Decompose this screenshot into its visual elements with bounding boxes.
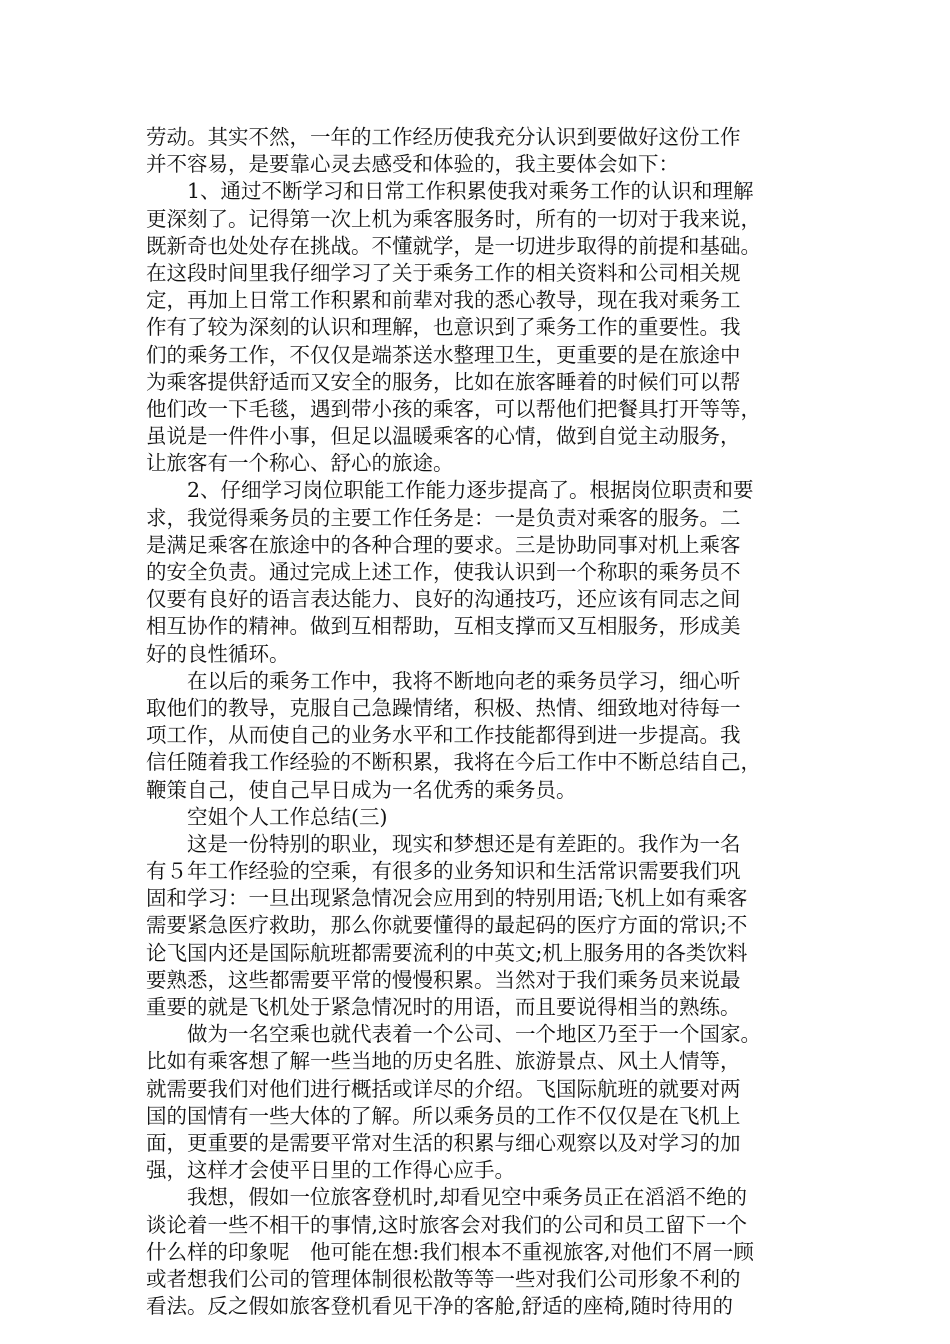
text-line: 2、仔细学习岗位职能工作能力逐步提高了。根据岗位职责和要 (187, 478, 754, 503)
text-line: 国的国情有一些大体的了解。所以乘务员的工作不仅仅是在飞机上 (146, 1103, 741, 1128)
text-line: 为乘客提供舒适而又安全的服务，比如在旅客睡着的时候们可以帮 (146, 369, 741, 394)
text-line: 论飞国内还是国际航班都需要流利的中英文;机上服务用的各类饮料 (146, 940, 748, 965)
text-line: 仅要有良好的语言表达能力、良好的沟通技巧，还应该有同志之间 (146, 587, 741, 612)
text-line: 比如有乘客想了解一些当地的历史名胜、旅游景点、风土人情等， (146, 1049, 741, 1074)
text-line: 这是一份特别的职业，现实和梦想还是有差距的。我作为一名 (187, 831, 741, 856)
text-line: 就需要我们对他们进行概括或详尽的介绍。飞国际航班的就要对两 (146, 1076, 741, 1101)
text-line: 求，我觉得乘务员的主要工作任务是：一是负责对乘客的服务。二 (146, 505, 741, 530)
text-line: 取他们的教导，克服自己急躁情绪，积极、热情、细致地对待每一 (146, 695, 741, 720)
text-line: 在这段时间里我仔细学习了关于乘务工作的相关资料和公司相关规 (146, 260, 741, 285)
text-line: 他们改一下毛毯，遇到带小孩的乘客，可以帮他们把餐具打开等等， (146, 396, 761, 421)
text-line: 鞭策自己，使自己早日成为一名优秀的乘务员。 (146, 777, 577, 802)
text-line: 空姐个人工作总结(三) (187, 804, 388, 829)
text-line: 或者想我们公司的管理体制很松散等等一些对我们公司形象不利的 (146, 1266, 741, 1291)
text-line: 在以后的乘务工作中，我将不断地向老的乘务员学习，细心听 (187, 668, 741, 693)
text-line: 看法。反之假如旅客登机看见干净的客舱,舒适的座椅,随时待用的 (146, 1294, 734, 1319)
text-line: 重要的就是飞机处于紧急情况时的用语，而且要说得相当的熟练。 (146, 995, 741, 1019)
text-line: 什么样的印象呢 他可能在想:我们根本不重视旅客,对他们不屑一顾 (146, 1239, 754, 1264)
text-line: 并不容易，是要靠心灵去感受和体验的，我主要体会如下： (146, 152, 679, 177)
text-line: 面，更重要的是需要平常对生活的积累与细心观察以及对学习的加 (146, 1130, 741, 1155)
text-line: 让旅客有一个称心、舒心的旅途。 (146, 451, 454, 476)
text-line: 虽说是一件件小事，但足以温暖乘客的心情，做到自觉主动服务， (146, 424, 741, 449)
text-line: 相互协作的精神。做到互相帮助，互相支撑而又互相服务，形成美 (146, 614, 741, 639)
text-line: 劳动。其实不然，一年的工作经历使我充分认识到要做好这份工作 (146, 125, 741, 149)
text-line: 们的乘务工作，不仅仅是端茶送水整理卫生，更重要的是在旅途中 (146, 342, 741, 367)
text-line: 做为一名空乘也就代表着一个公司、一个地区乃至于一个国家。 (187, 1022, 761, 1047)
text-line: 信任随着我工作经验的不断积累，我将在今后工作中不断总结自己， (146, 750, 761, 775)
text-line: 好的良性循环。 (146, 641, 290, 666)
text-line: 我想，假如一位旅客登机时,却看见空中乘务员正在滔滔不绝的 (187, 1185, 748, 1210)
text-line: 需要紧急医疗救助，那么你就要懂得的最起码的医疗方面的常识;不 (146, 913, 748, 938)
text-line: 的安全负责。通过完成上述工作，使我认识到一个称职的乘务员不 (146, 560, 741, 584)
document-body (146, 124, 806, 1320)
text-line: 定，再加上日常工作积累和前辈对我的悉心教导，现在我对乘务工 (146, 288, 741, 313)
text-line: 有５年工作经验的空乘，有很多的业务知识和生活常识需要我们巩 (146, 859, 741, 884)
text-line: 要熟悉，这些都需要平常的慢慢积累。当然对于我们乘务员来说最 (146, 967, 741, 992)
text-line: 更深刻了。记得第一次上机为乘客服务时，所有的一切对于我来说， (146, 206, 761, 231)
text-line: 固和学习：一旦出现紧急情况会应用到的特别用语;飞机上如有乘客 (146, 886, 748, 911)
text-line: 既新奇也处处存在挑战。不懂就学，是一切进步取得的前提和基础。 (146, 233, 761, 258)
text-line: 是满足乘客在旅途中的各种合理的要求。三是协助同事对机上乘客 (146, 532, 741, 557)
text-line: 作有了较为深刻的认识和理解，也意识到了乘务工作的重要性。我 (146, 315, 741, 340)
text-line: 1、通过不断学习和日常工作积累使我对乘务工作的认识和理解 (187, 179, 754, 204)
text-line: 谈论着一些不相干的事情,这时旅客会对我们的公司和员工留下一个 (146, 1212, 748, 1237)
text-line: 项工作，从而使自己的业务水平和工作技能都得到进一步提高。我 (146, 723, 741, 748)
text-line: 强，这样才会使平日里的工作得心应手。 (146, 1158, 515, 1183)
